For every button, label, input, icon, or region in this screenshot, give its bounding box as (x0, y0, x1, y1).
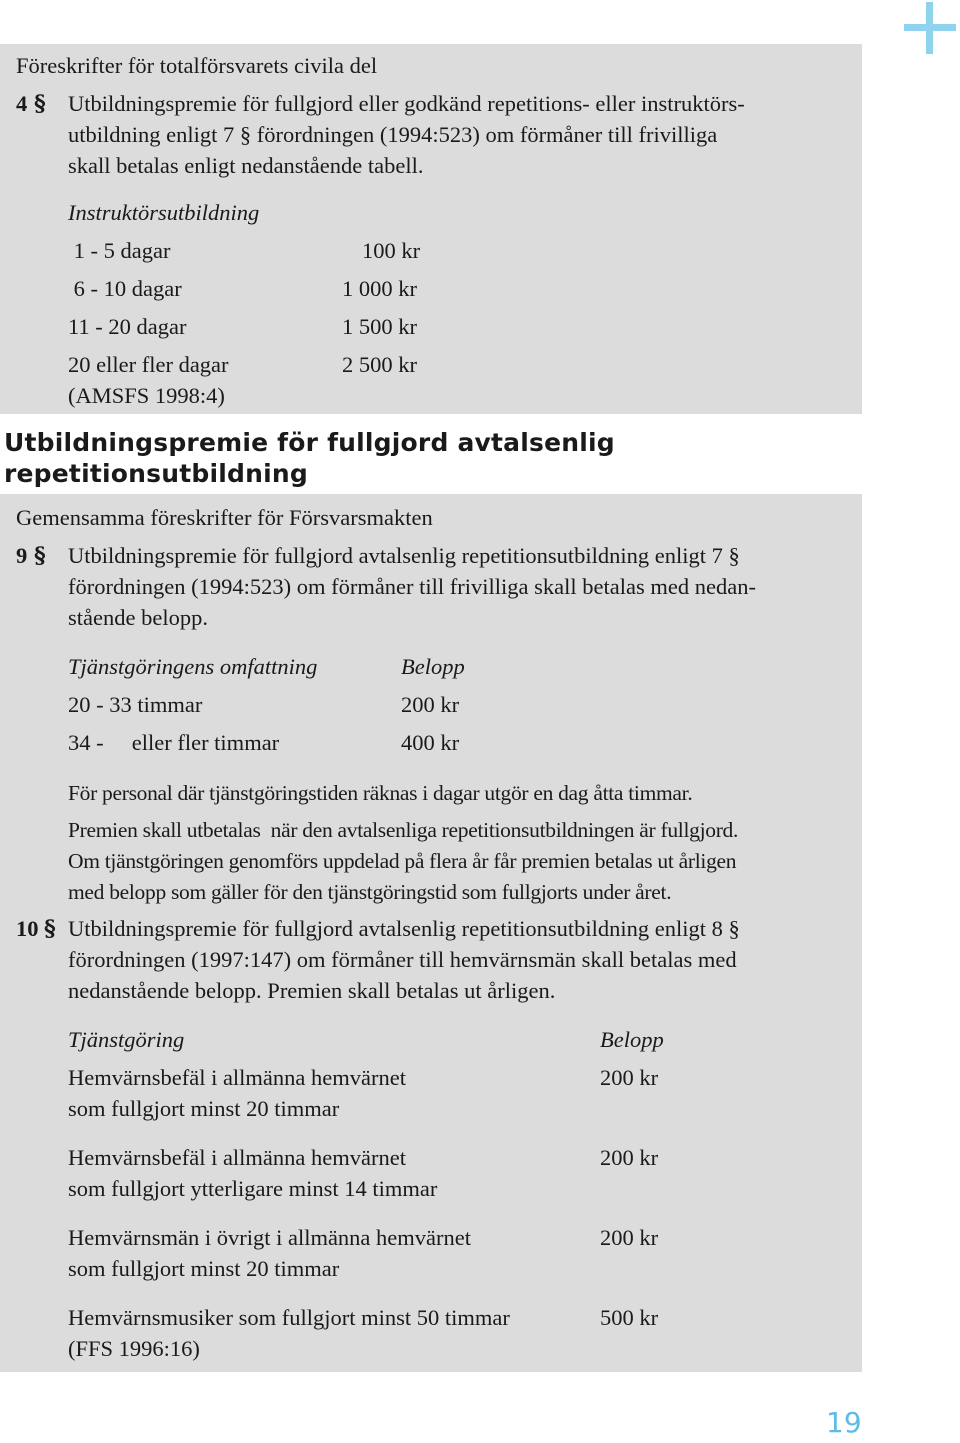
table10-row-line2: som fullgjort minst 20 timmar (68, 1096, 340, 1121)
table4-row-amount: 1 500 kr (342, 314, 417, 339)
table10-row-amount: 200 kr (600, 1145, 659, 1170)
section1-title: Föreskrifter för totalförsvarets civila del (16, 53, 378, 78)
note-line: Premien skall utbetalas när den avtalsenliga repetitionsutbildningen är fullgjord. (68, 818, 739, 842)
table10-row-line2: som fullgjort minst 20 timmar (68, 1256, 340, 1281)
para10-line: förordningen (1997:147) om förmåner till hemvärnsmän skall betalas med (68, 947, 737, 972)
para10-line: Utbildningspremie för fullgjord avtalsenlig repetitionsutbildning enligt 8 § (68, 916, 740, 941)
table10-row-line1: Hemvärnsmän i övrigt i allmänna hemvärnet (68, 1225, 472, 1250)
note-line: För personal där tjänstgöringstiden räknas i dagar utgör en dag åtta timmar. (68, 781, 693, 805)
table10-row-line1: Hemvärnsbefäl i allmänna hemvärnet (68, 1065, 406, 1090)
table10-row-line1: Hemvärnsbefäl i allmänna hemvärnet (68, 1145, 406, 1170)
section-sign-icon: § (44, 916, 56, 942)
section-heading-line2: repetitionsutbildning (4, 459, 308, 488)
section-sign-icon: § (34, 91, 46, 117)
para9-line: förordningen (1994:523) om förmåner till frivilliga skall betalas med nedan- (68, 574, 756, 599)
para10-line: nedanstående belopp. Premien skall betalas ut årligen. (68, 978, 556, 1003)
section2-box (0, 494, 862, 1372)
table4-row-amount: 100 kr (362, 238, 421, 263)
para4-line: skall betalas enligt nedanstående tabell. (68, 153, 424, 178)
table10-row-amount: 500 kr (600, 1305, 659, 1330)
table9-row-amount: 400 kr (401, 730, 460, 755)
para4-line: Utbildningspremie för fullgjord eller godkänd repetitions- eller instruktörs- (68, 91, 745, 116)
table10-row-amount: 200 kr (600, 1065, 659, 1090)
table10-row-line2: som fullgjort ytterligare minst 14 timmar (68, 1176, 438, 1201)
reference: (AMSFS 1998:4) (68, 383, 225, 408)
table4-heading: Instruktörsutbildning (68, 200, 260, 225)
table10-col1-heading: Tjänstgöring (68, 1027, 185, 1052)
para9-line: Utbildningspremie för fullgjord avtalsenlig repetitionsutbildning enligt 7 § (68, 543, 740, 568)
para9-number: 9 (16, 543, 28, 568)
section-sign-icon: § (34, 543, 46, 569)
para9-line: stående belopp. (68, 605, 208, 630)
table9-col1-heading: Tjänstgöringens omfattning (68, 654, 318, 679)
para4-line: utbildning enligt 7 § förordningen (1994:523) om förmåner till frivilliga (68, 122, 718, 147)
table9-row-label: 20 - 33 timmar (68, 692, 203, 717)
table4-row-amount: 1 000 kr (342, 276, 417, 301)
note-line: Om tjänstgöringen genomförs uppdelad på flera år får premien betalas ut årligen (68, 849, 737, 873)
table4-row-label: 20 eller fler dagar (68, 352, 229, 377)
table10-row-line1: Hemvärnsmusiker som fullgjort minst 50 timmar (68, 1305, 510, 1330)
table9-row-amount: 200 kr (401, 692, 460, 717)
table4-row-amount: 2 500 kr (342, 352, 417, 377)
table4-row-label: 6 - 10 dagar (68, 276, 182, 301)
page-number: 19 (826, 1406, 862, 1439)
table4-row-label: 11 - 20 dagar (68, 314, 187, 339)
section2-title: Gemensamma föreskrifter för Försvarsmakten (16, 505, 433, 530)
table10-col2-heading: Belopp (600, 1027, 664, 1052)
note-line: med belopp som gäller för den tjänstgöringstid som fullgjorts under året. (68, 880, 672, 904)
table10-row-line2: (FFS 1996:16) (68, 1336, 200, 1361)
table4-row-label: 1 - 5 dagar (68, 238, 171, 263)
plus-icon (904, 2, 956, 54)
section1-box (0, 44, 862, 414)
table9-row-label: 34 - eller fler timmar (68, 730, 280, 755)
table10-row-amount: 200 kr (600, 1225, 659, 1250)
table9-col2-heading: Belopp (401, 654, 465, 679)
para4-number: 4 (16, 91, 28, 116)
section-heading-line1: Utbildningspremie för fullgjord avtalsenlig (4, 428, 615, 457)
para10-number: 10 (16, 916, 39, 941)
